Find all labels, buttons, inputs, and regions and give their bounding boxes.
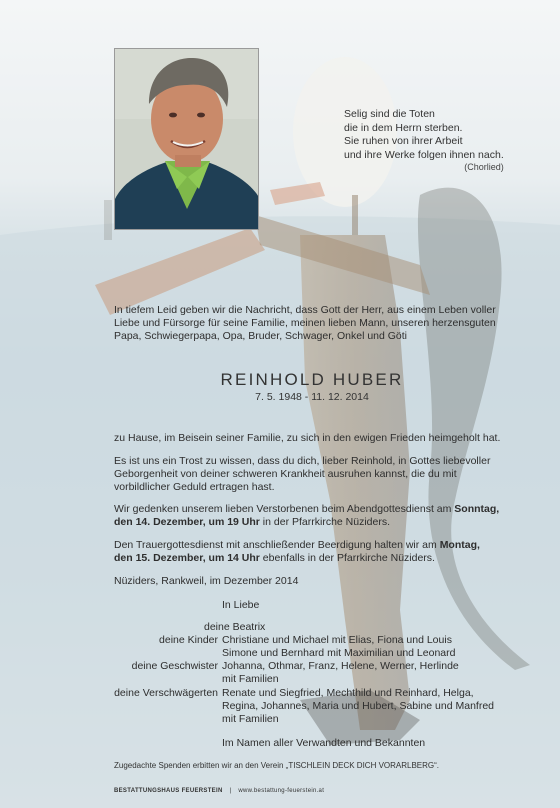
paragraph-highlight: den 14. Dezember, um 19 Uhr — [114, 516, 260, 529]
quote-line: Sie ruhen von ihrer Arbeit — [344, 135, 463, 147]
quote-source: (Chorlied) — [464, 162, 504, 172]
quote-line: die in dem Herrn sterben. — [344, 121, 463, 134]
portrait-photo — [114, 48, 259, 230]
intro-line: Papa, Schwiegerpapa, Opa, Bruder, Schwager, Onkel und Göti — [114, 330, 408, 343]
place-date: Nüziders, Rankweil, im Dezember 2014 — [114, 575, 299, 587]
footer — [114, 788, 324, 794]
quote-line: und ihre Werke folgen ihnen nach. — [344, 148, 504, 161]
paragraph-line: vorbildlicher Geduld ertragen hast. — [114, 481, 275, 494]
paragraph-highlight: Montag, — [439, 539, 480, 551]
footer-separator: | — [229, 788, 232, 794]
paragraph-text: ebenfalls in der Pfarrkirche Nüziders. — [259, 552, 435, 565]
geschwister-label: deine Geschwister — [131, 660, 218, 672]
bible-quote — [344, 108, 504, 173]
paragraph-trost — [114, 455, 514, 495]
mourner-line: Christiane und Michael mit Elias, Fiona und Louis — [222, 634, 452, 646]
deceased-name: REINHOLD HUBER — [220, 370, 404, 389]
intro-line: Liebe und Fürsorge für seine Familie, meinen lieben Mann, unseren herzensguten — [114, 317, 496, 330]
paragraph-trauergottesdienst — [114, 539, 514, 565]
life-dates: 7. 5. 1948 - 11. 12. 2014 — [255, 391, 369, 403]
paragraph-highlight: Sonntag, — [454, 503, 500, 515]
paragraph-text: Wir gedenken unserem lieben Verstorbenen beim Abendgottesdienst am — [114, 503, 455, 515]
intro-paragraph — [114, 304, 514, 344]
quote-line: Selig sind die Toten — [344, 108, 435, 120]
paragraph-abendgottesdienst — [114, 503, 514, 529]
schwager-names — [222, 687, 494, 727]
paragraph-text: in der Pfarrkirche Nüziders. — [259, 516, 391, 529]
mourner-line: Renate und Siegfried, Mechthild und Reinhard, Helga, — [222, 687, 474, 699]
schwager-label: deine Verschwägerten — [114, 687, 218, 699]
paragraph-line: Es ist uns ein Trost zu wissen, dass du dich, lieber Reinhold, in Gottes liebevoller — [114, 455, 491, 467]
paragraph-highlight: den 15. Dezember, um 14 Uhr — [114, 552, 260, 565]
kinder-names — [222, 634, 455, 660]
footer-url[interactable]: www.bestattung-feuerstein.at — [238, 788, 325, 794]
closing-line: Im Namen aller Verwandten und Bekannten — [222, 737, 426, 749]
donation-note: Zugedachte Spenden erbitten wir an den Verein „TISCHLEIN DECK DICH VORARLBERG“. — [114, 761, 440, 770]
geschwister-names — [222, 660, 459, 686]
mourner-line: Regina, Johannes, Maria und Hubert, Sabine und Manfred — [222, 700, 495, 713]
in-liebe: In Liebe — [222, 599, 260, 611]
kinder-label: deine Kinder — [159, 634, 218, 646]
intro-line: In tiefem Leid geben wir die Nachricht, dass Gott der Herr, aus einem Leben voller — [114, 304, 496, 316]
mourner-line: Johanna, Othmar, Franz, Helene, Werner, Herlinde — [222, 660, 459, 672]
mourner-line: mit Familien — [222, 713, 279, 726]
mourner-line: Simone und Bernhard mit Maximilian und Leonard — [222, 647, 456, 660]
mourner-line: mit Familien — [222, 673, 279, 686]
footer-brand: BESTATTUNGSHAUS FEUERSTEIN — [114, 788, 223, 794]
paragraph-line: Geborgenheit von deiner schweren Krankheit ausruhen kannst, die du mit — [114, 468, 457, 481]
mourner-wife: deine Beatrix — [204, 621, 266, 633]
paragraph-heimgeholt: zu Hause, im Beisein seiner Familie, zu sich in den ewigen Frieden heimgeholt hat. — [114, 432, 501, 444]
paragraph-text: Den Trauergottesdienst mit anschließender Beerdigung halten wir am — [114, 539, 440, 551]
